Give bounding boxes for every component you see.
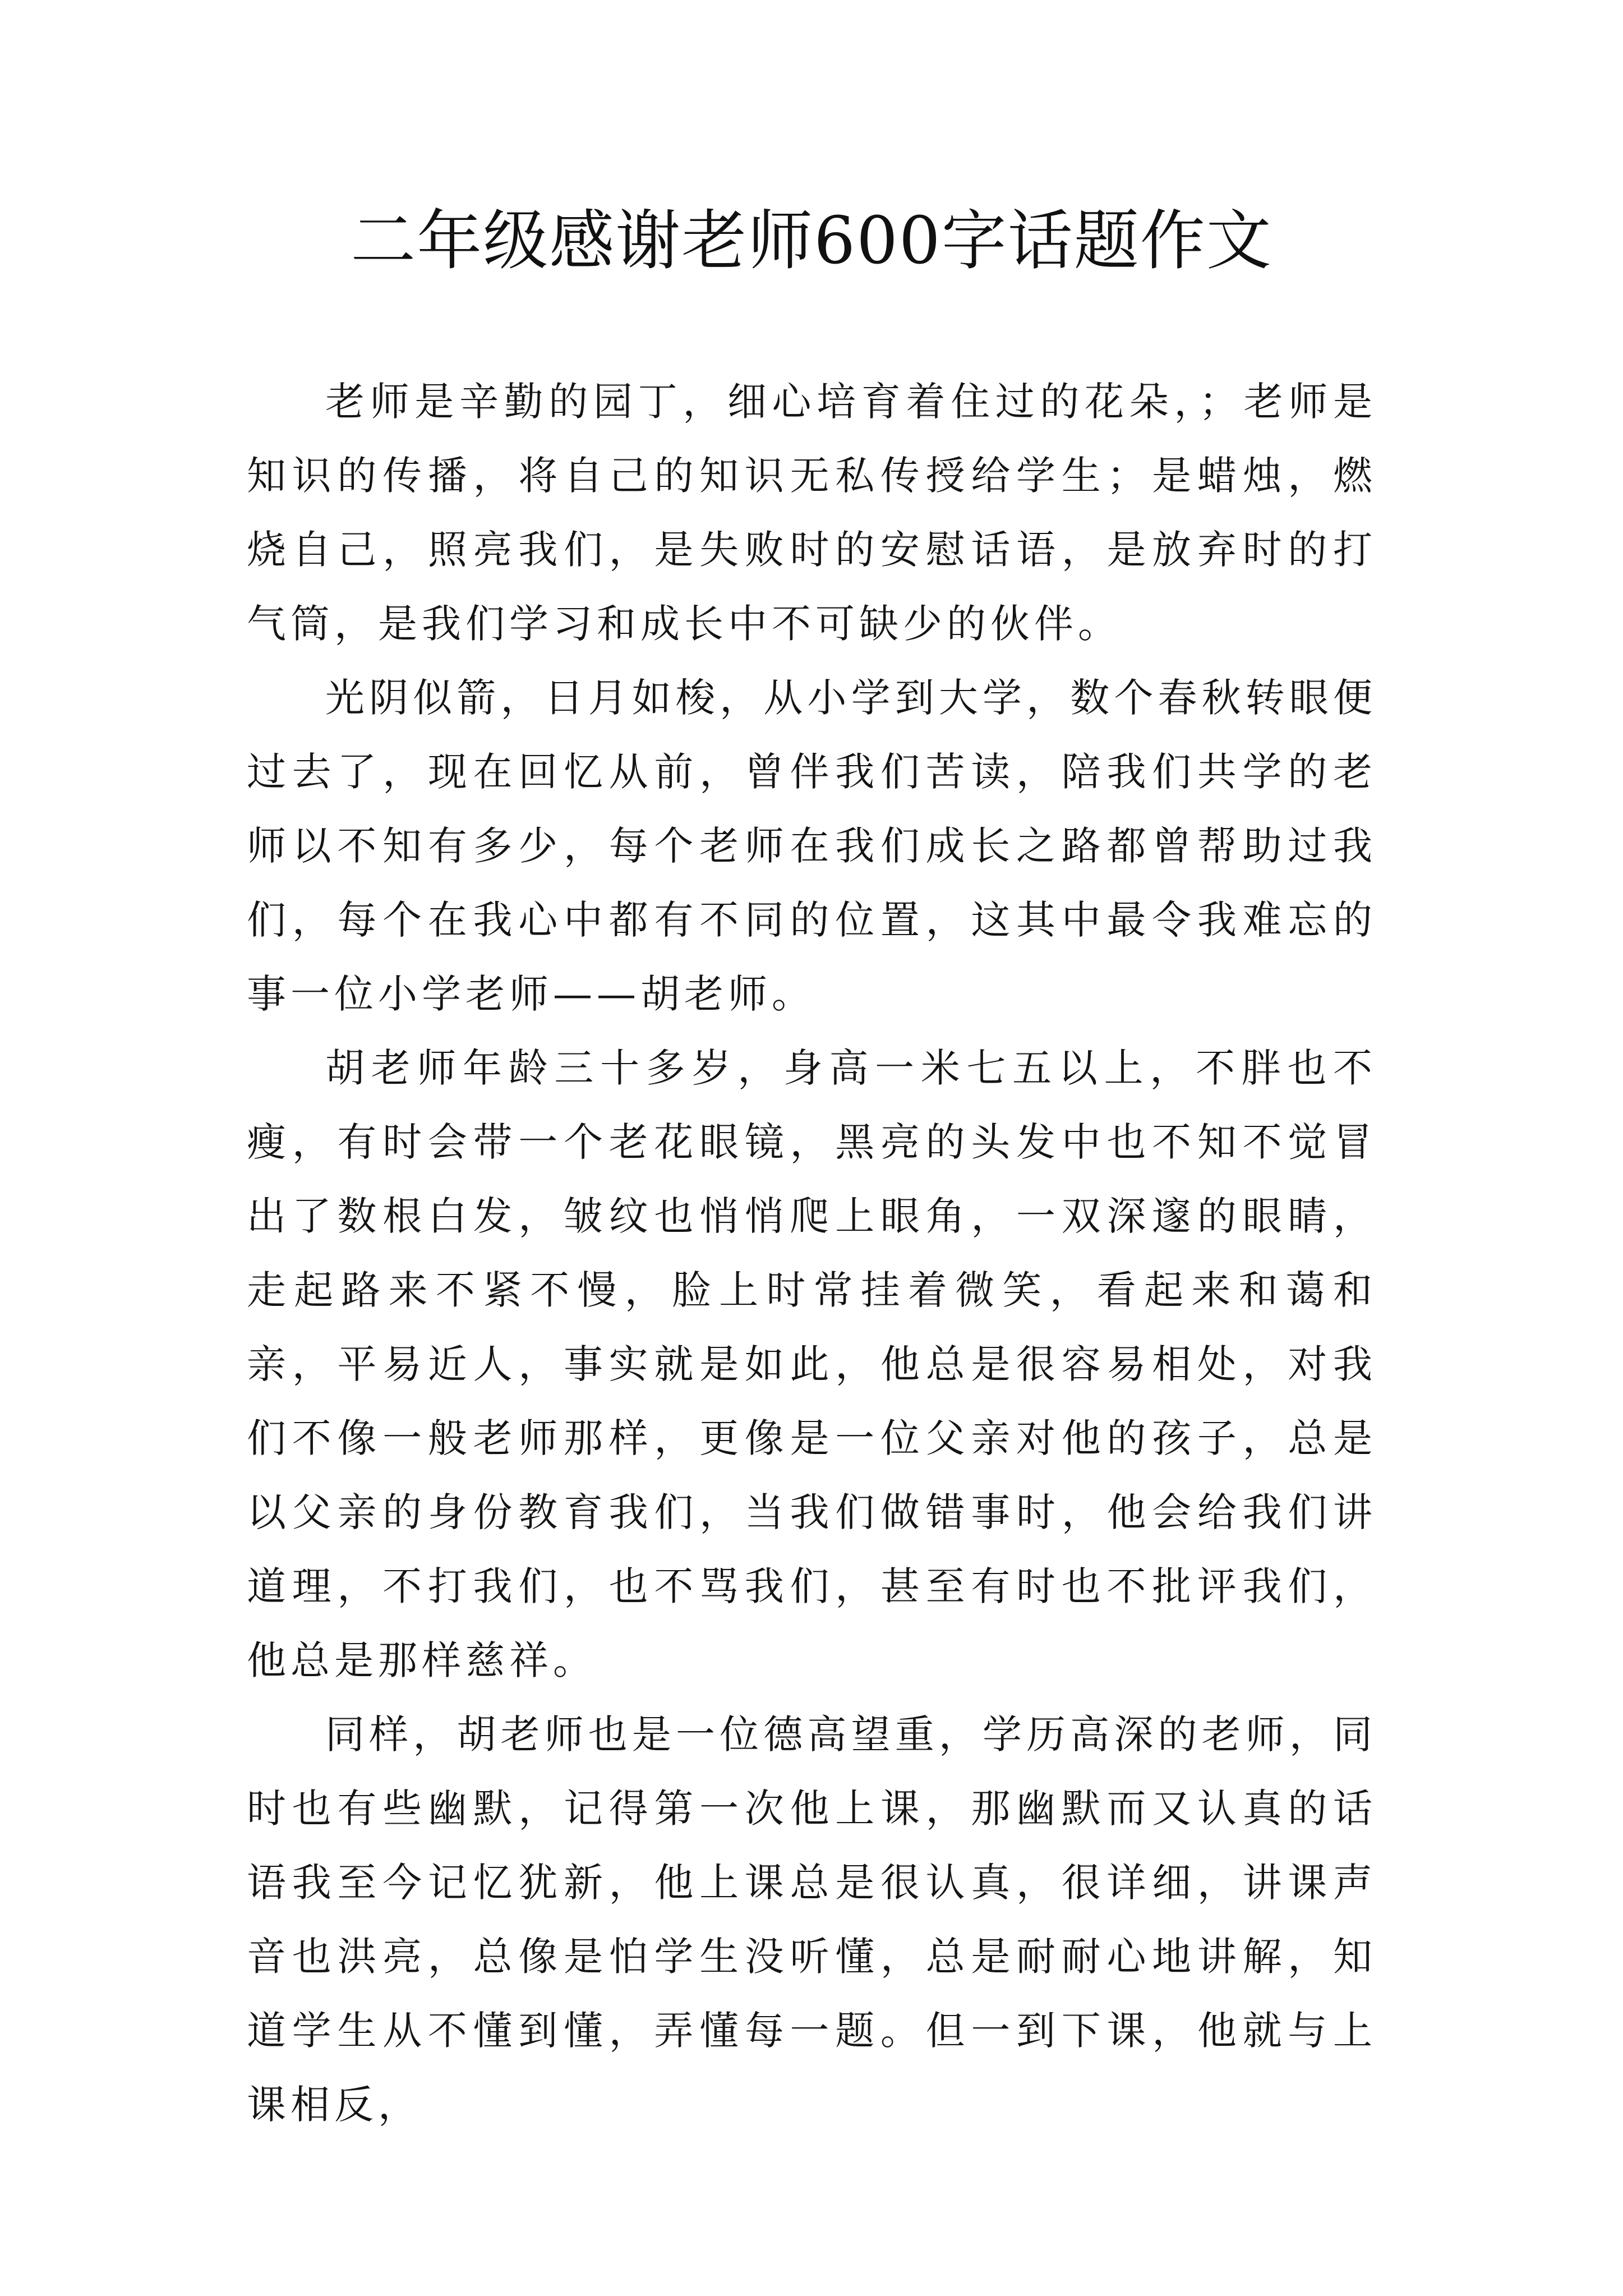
- document-body: [247, 365, 1377, 2142]
- paragraph-4: 同样，胡老师也是一位德高望重，学历高深的老师，同时也有些幽默，记得第一次他上课，那幽默而又认真的话语我至今记忆犹新，他上课总是很认真，很详细，讲课声音也洪亮，总像是怕学生没听懂，总是耐耐心地讲解，知道学生从不懂到懂，弄懂每一题。但一到下课，他就与上课相反，: [247, 1711, 1377, 2128]
- paragraph-3: 胡老师年龄三十多岁，身高一米七五以上，不胖也不瘦，有时会带一个老花眼镜，黑亮的头发中也不知不觉冒出了数根白发，皱纹也悄悄爬上眼角，一双深邃的眼睛，走起路来不紧不慢，脸上时常挂着微笑，看起来和蔼和亲，平易近人，事实就是如此，他总是很容易相处，对我们不像一般老师那样，更像是一位父亲对他的孩子，总是以父亲的身份教育我们，当我们做错事时，他会给我们讲道理，不打我们，也不骂我们，甚至有时也不批评我们，他总是那样慈祥。: [247, 1045, 1377, 1683]
- paragraph-1: 老师是辛勤的园丁，细心培育着住过的花朵，；老师是知识的传播，将自己的知识无私传授给学生；是蜡烛，燃烧自己，照亮我们，是失败时的安慰话语，是放弃时的打气筒，是我们学习和成长中不可缺少的伙伴。: [247, 379, 1377, 647]
- paragraph-2: 光阴似箭，日月如梭，从小学到大学，数个春秋转眼便过去了，现在回忆从前，曾伴我们苦读，陪我们共学的老师以不知有多少，每个老师在我们成长之路都曾帮助过我们，每个在我心中都有不同的位置，这其中最令我难忘的事一位小学老师——胡老师。: [247, 675, 1377, 1017]
- document-title: 二年级感谢老师600字话题作文: [351, 203, 1272, 279]
